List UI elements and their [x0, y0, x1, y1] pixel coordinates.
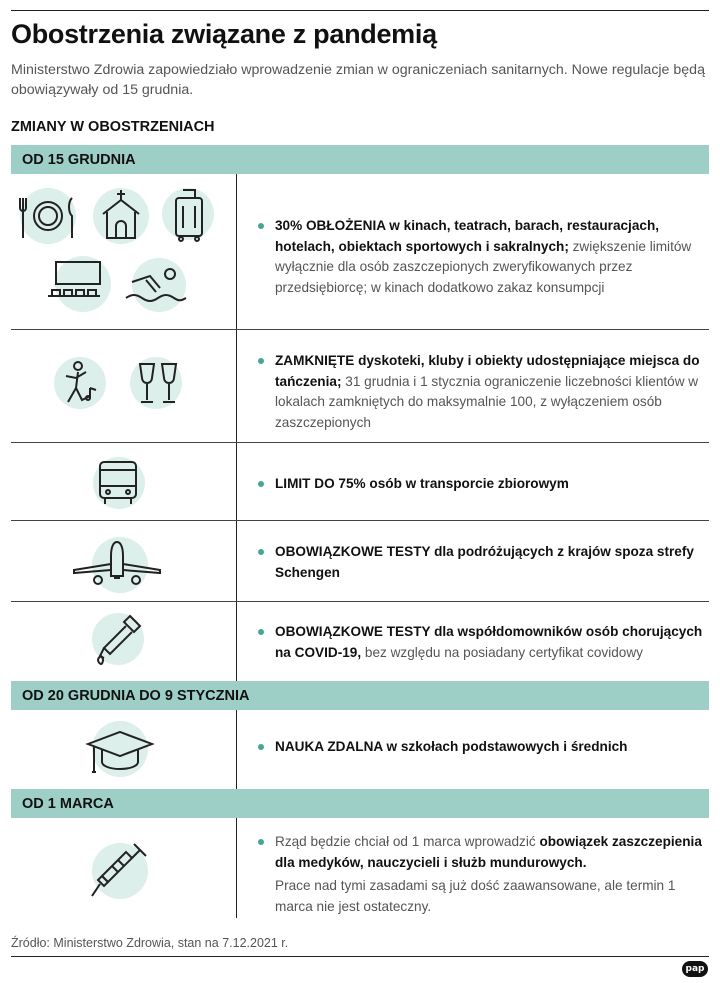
restriction-highlight: obowiązek zaszczepienia dla medyków, nauczycieli i służb mundurowych.	[275, 834, 702, 870]
suitcase-icon	[166, 188, 212, 244]
row-divider	[11, 601, 709, 602]
airplane-icon	[70, 540, 164, 590]
wine-glasses-icon	[130, 358, 186, 410]
page-subtitle: Ministerstwo Zdrowia zapowiedziało wprowadzenie zmian w ograniczeniach sanitarnych. Nowe regulacje będą obowiązywały od 15 grudnia.	[11, 62, 705, 98]
restriction-highlight: 30% OBŁOŻENIA w kinach, teatrach, barach, restauracjach, hotelach, obiektach sportowych i sakralnych;	[275, 218, 660, 254]
swimmer-icon	[122, 262, 188, 306]
column-divider	[236, 818, 237, 918]
period-band-dec15	[11, 145, 709, 174]
restriction-detail: 31 grudnia i 1 stycznia ograniczenie liczebności klientów w lokalach zamkniętych do maksymalnie 100, z wyłączeniem osób zaszczepionych	[275, 373, 699, 430]
restriction-item	[258, 737, 710, 758]
restriction-item	[258, 622, 710, 663]
row-divider	[11, 329, 709, 330]
restriction-item	[258, 351, 710, 433]
restriction-highlight: ZAMKNIĘTE dyskoteki, kluby i obiekty udostępniające miejsca do tańczenia;	[275, 353, 700, 389]
cutlery-plate-icon	[14, 190, 82, 242]
period-band-label: OD 20 GRUDNIA DO 9 STYCZNIA	[22, 687, 250, 704]
restriction-highlight: OBOWIĄZKOWE TESTY dla podróżujących z krajów spoza strefy Schengen	[275, 544, 694, 580]
period-band-mar1	[11, 789, 709, 818]
graduation-cap-icon	[84, 722, 156, 780]
section-heading: ZMIANY W OBOSTRZENIACH	[11, 119, 215, 135]
restriction-detail: bez względu na posiadany certyfikat covidowy	[361, 644, 643, 660]
column-divider	[236, 174, 237, 681]
restriction-detail: zwiększenie limitów wyłącznie dla osób zaszczepionych zweryfikowanych przez przedsiębiorcę; w kinach dodatkowo zakaz konsumpcji	[275, 238, 692, 295]
restriction-item	[258, 216, 710, 298]
dancer-icon	[54, 358, 106, 412]
restriction-item	[258, 474, 710, 495]
restriction-item	[258, 542, 710, 583]
source-note: Źródło: Ministerstwo Zdrowia, stan na 7.12.2021 r.	[11, 936, 289, 950]
page-title: Obostrzenia związane z pandemią	[11, 19, 437, 49]
restriction-highlight: LIMIT DO 75% osób w transporcie zbiorowym	[275, 476, 569, 491]
pap-logo: pap	[682, 961, 708, 977]
cinema-icon	[44, 258, 104, 306]
restriction-intro: Rząd będzie chciał od 1 marca wprowadzić	[275, 834, 540, 849]
period-band-label: OD 1 MARCA	[22, 795, 114, 812]
restriction-highlight: OBOWIĄZKOWE TESTY dla współdomowników osób chorujących na COVID-19,	[275, 624, 703, 660]
syringe-icon	[90, 840, 150, 900]
row-divider	[11, 520, 709, 521]
bus-icon	[95, 458, 141, 508]
period-band-dec20-jan9	[11, 681, 709, 710]
bottom-rule	[11, 956, 709, 957]
top-rule	[11, 10, 709, 11]
restriction-note: Prace nad tymi zasadami są już dość zaawansowane, ale termin 1 marca nie jest ostateczny.	[275, 878, 676, 914]
column-divider	[236, 710, 237, 789]
row-divider	[11, 442, 709, 443]
period-band-label: OD 15 GRUDNIA	[22, 151, 136, 168]
church-icon	[93, 186, 149, 242]
restriction-highlight: NAUKA ZDALNA w szkołach podstawowych i średnich	[275, 739, 628, 754]
pipette-icon	[90, 612, 146, 668]
restriction-item	[258, 832, 710, 917]
